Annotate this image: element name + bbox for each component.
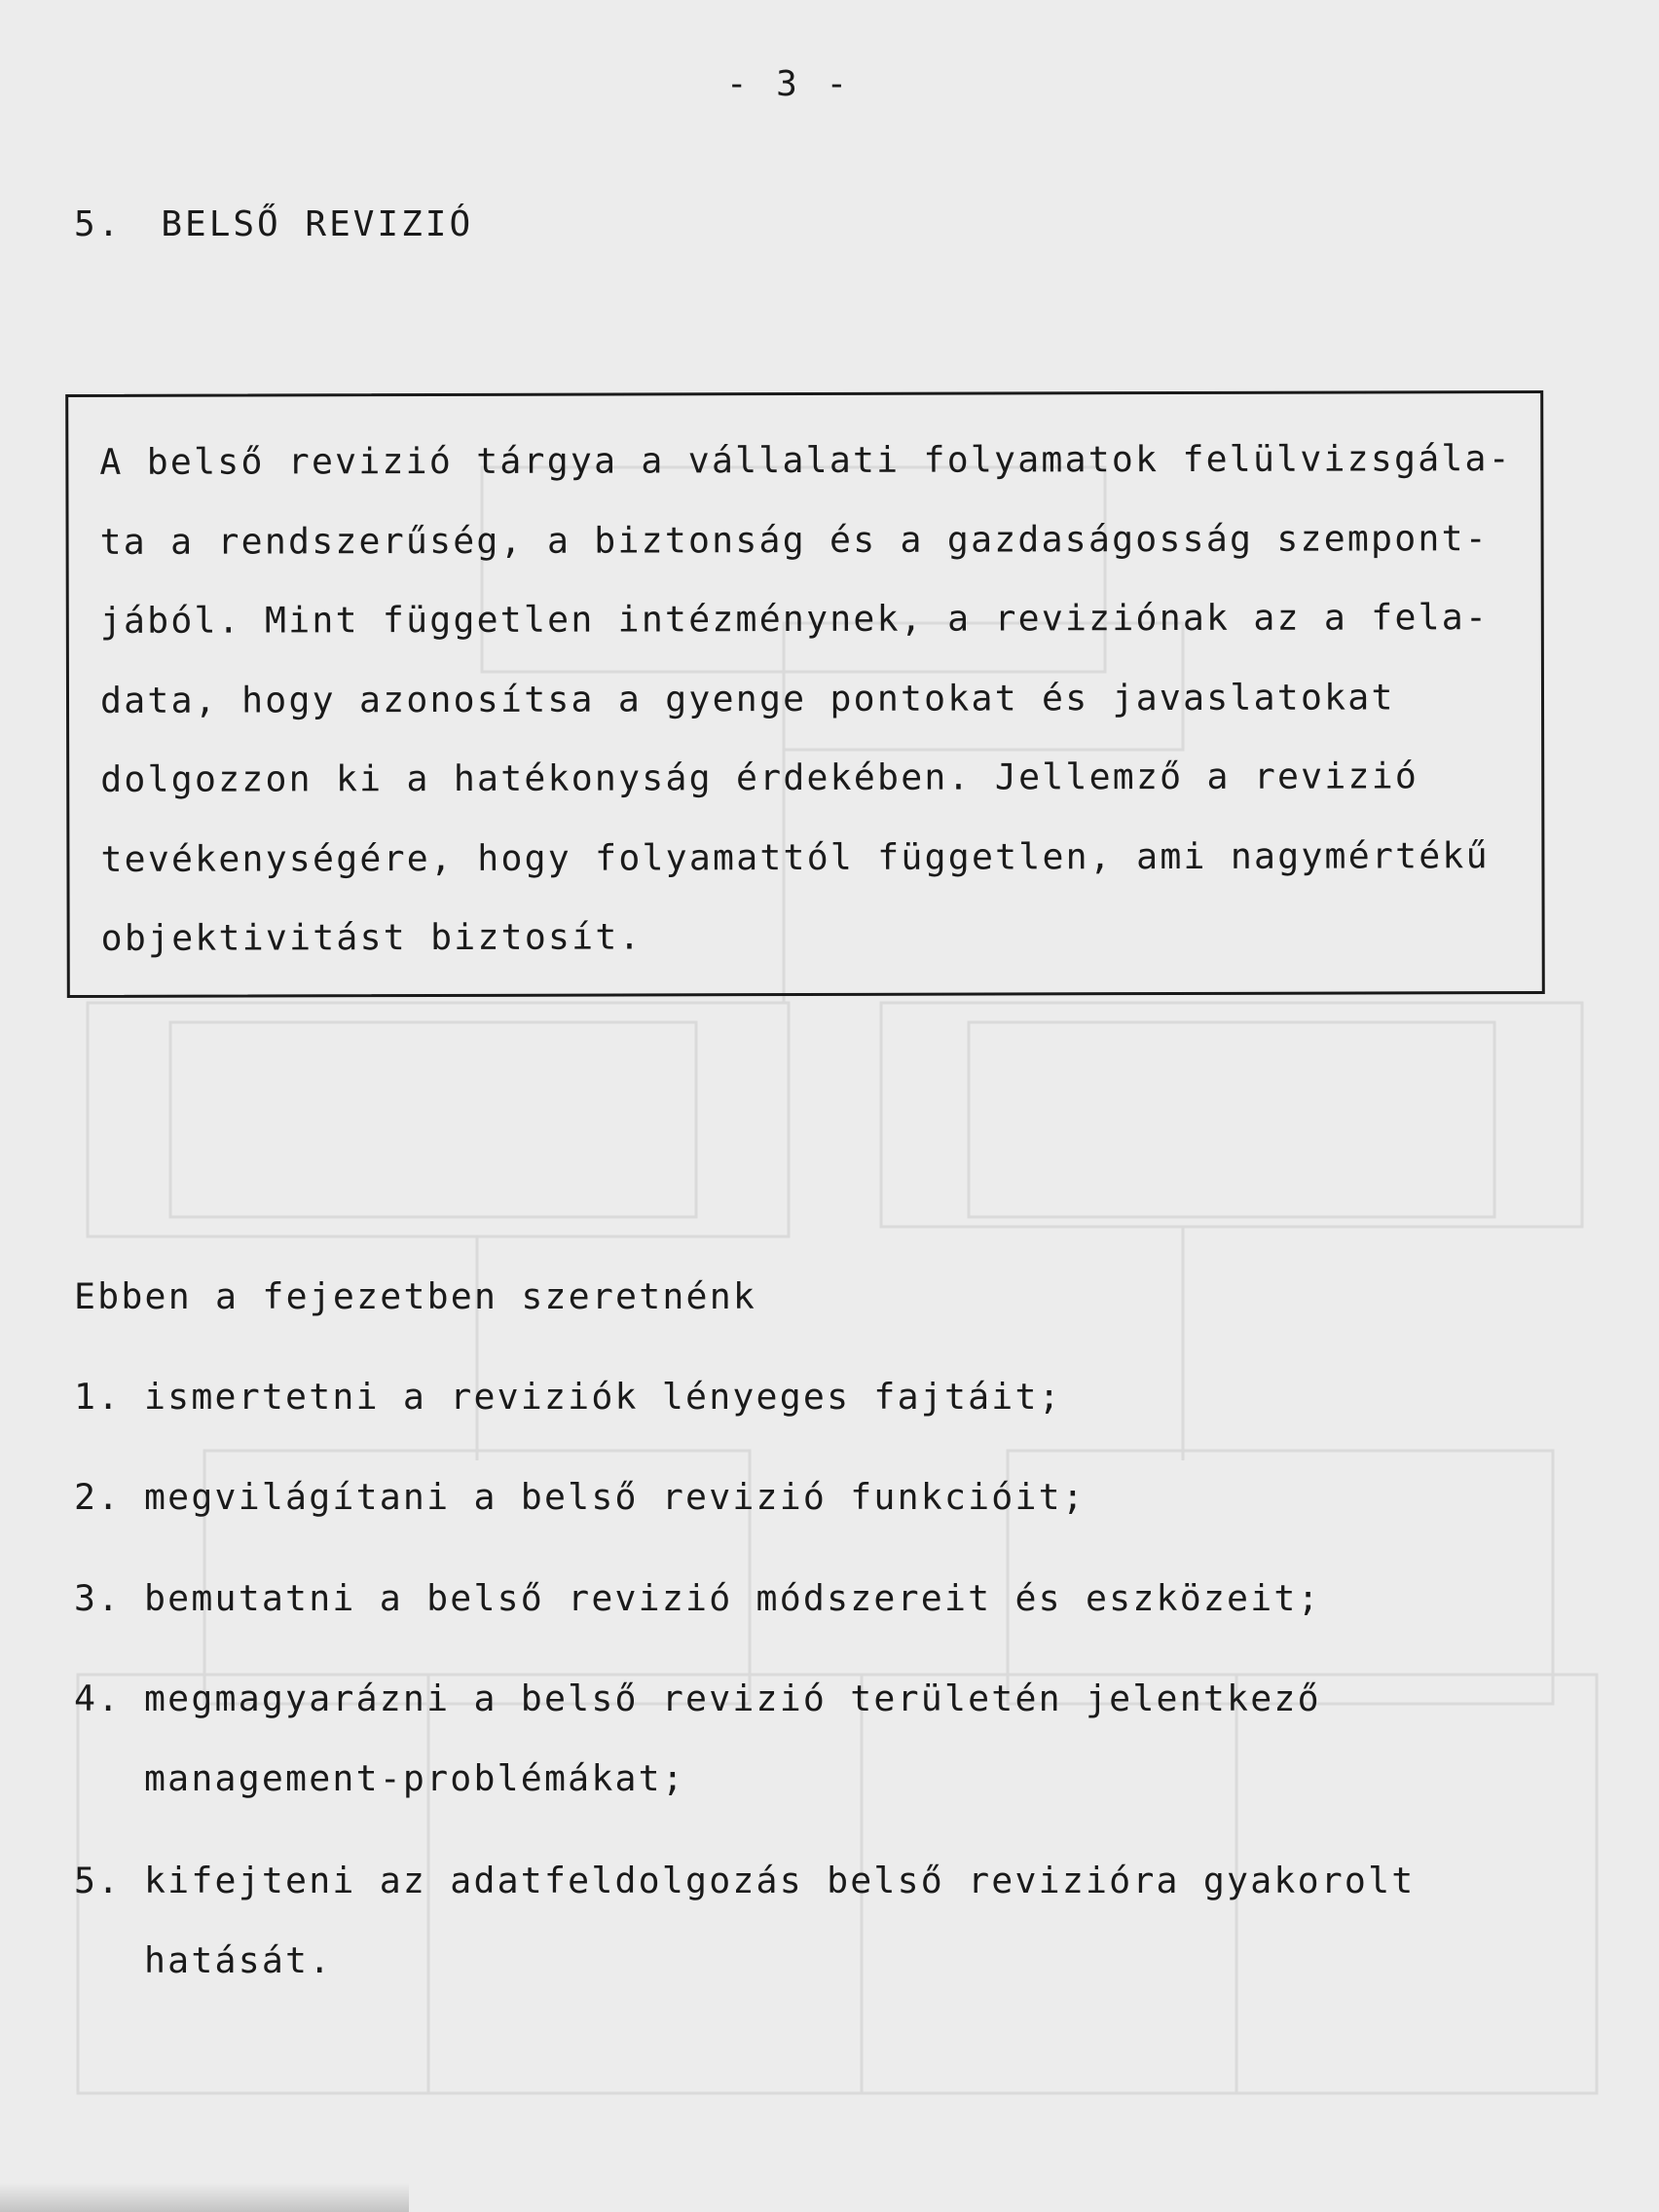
section-title: BELSŐ REVIZIÓ bbox=[161, 204, 474, 244]
section-heading bbox=[74, 204, 473, 244]
box-text-line: data, hogy azonosítsa a gyenge pontokat és javaslatokat bbox=[99, 676, 1395, 721]
box-text-line: dolgozzon ki a hatékonyság érdekében. Jellemző a revizió bbox=[100, 755, 1419, 800]
list-number: 3. bbox=[74, 1577, 122, 1619]
list-text: ismertetni a reviziók lényeges fajtáit; bbox=[144, 1376, 1062, 1418]
box-text-line: A belső revizió tárgya a vállalati folyamatok felülvizsgála- bbox=[99, 437, 1512, 483]
list-number: 5. bbox=[74, 1860, 122, 1901]
page-number: - 3 - bbox=[725, 64, 852, 104]
list-number: 4. bbox=[74, 1677, 122, 1719]
box-text-line: jából. Mint független intézménynek, a reviziónak az a fela- bbox=[99, 596, 1490, 642]
boxed-definition bbox=[65, 390, 1545, 998]
list-number: 1. bbox=[74, 1376, 122, 1418]
list-text: megmagyarázni a belső revizió területén jelentkező bbox=[144, 1677, 1321, 1719]
list-number: 2. bbox=[74, 1476, 122, 1518]
list-text: bemutatni a belső revizió módszereit és eszközeit; bbox=[144, 1577, 1321, 1619]
list-text: kifejteni az adatfeldolgozás belső revizióra gyakorolt bbox=[144, 1860, 1416, 1901]
box-text-line: tevékenységére, hogy folyamattól független, ami nagymértékű bbox=[100, 834, 1490, 880]
box-text-line: objektivitást biztosít. bbox=[100, 915, 643, 959]
list-text: megvilágítani a belső revizió funkcióit; bbox=[144, 1476, 1086, 1518]
list-text: hatását. bbox=[144, 1939, 333, 1981]
scan-edge-shadow bbox=[0, 2183, 409, 2212]
section-number: 5. bbox=[74, 204, 123, 244]
list-text: management-problémákat; bbox=[144, 1757, 686, 1799]
box-text-line: ta a rendszerűség, a biztonság és a gazdaságosság szempont- bbox=[99, 517, 1489, 563]
intro-sentence: Ebben a fejezetben szeretnénk bbox=[74, 1275, 757, 1317]
